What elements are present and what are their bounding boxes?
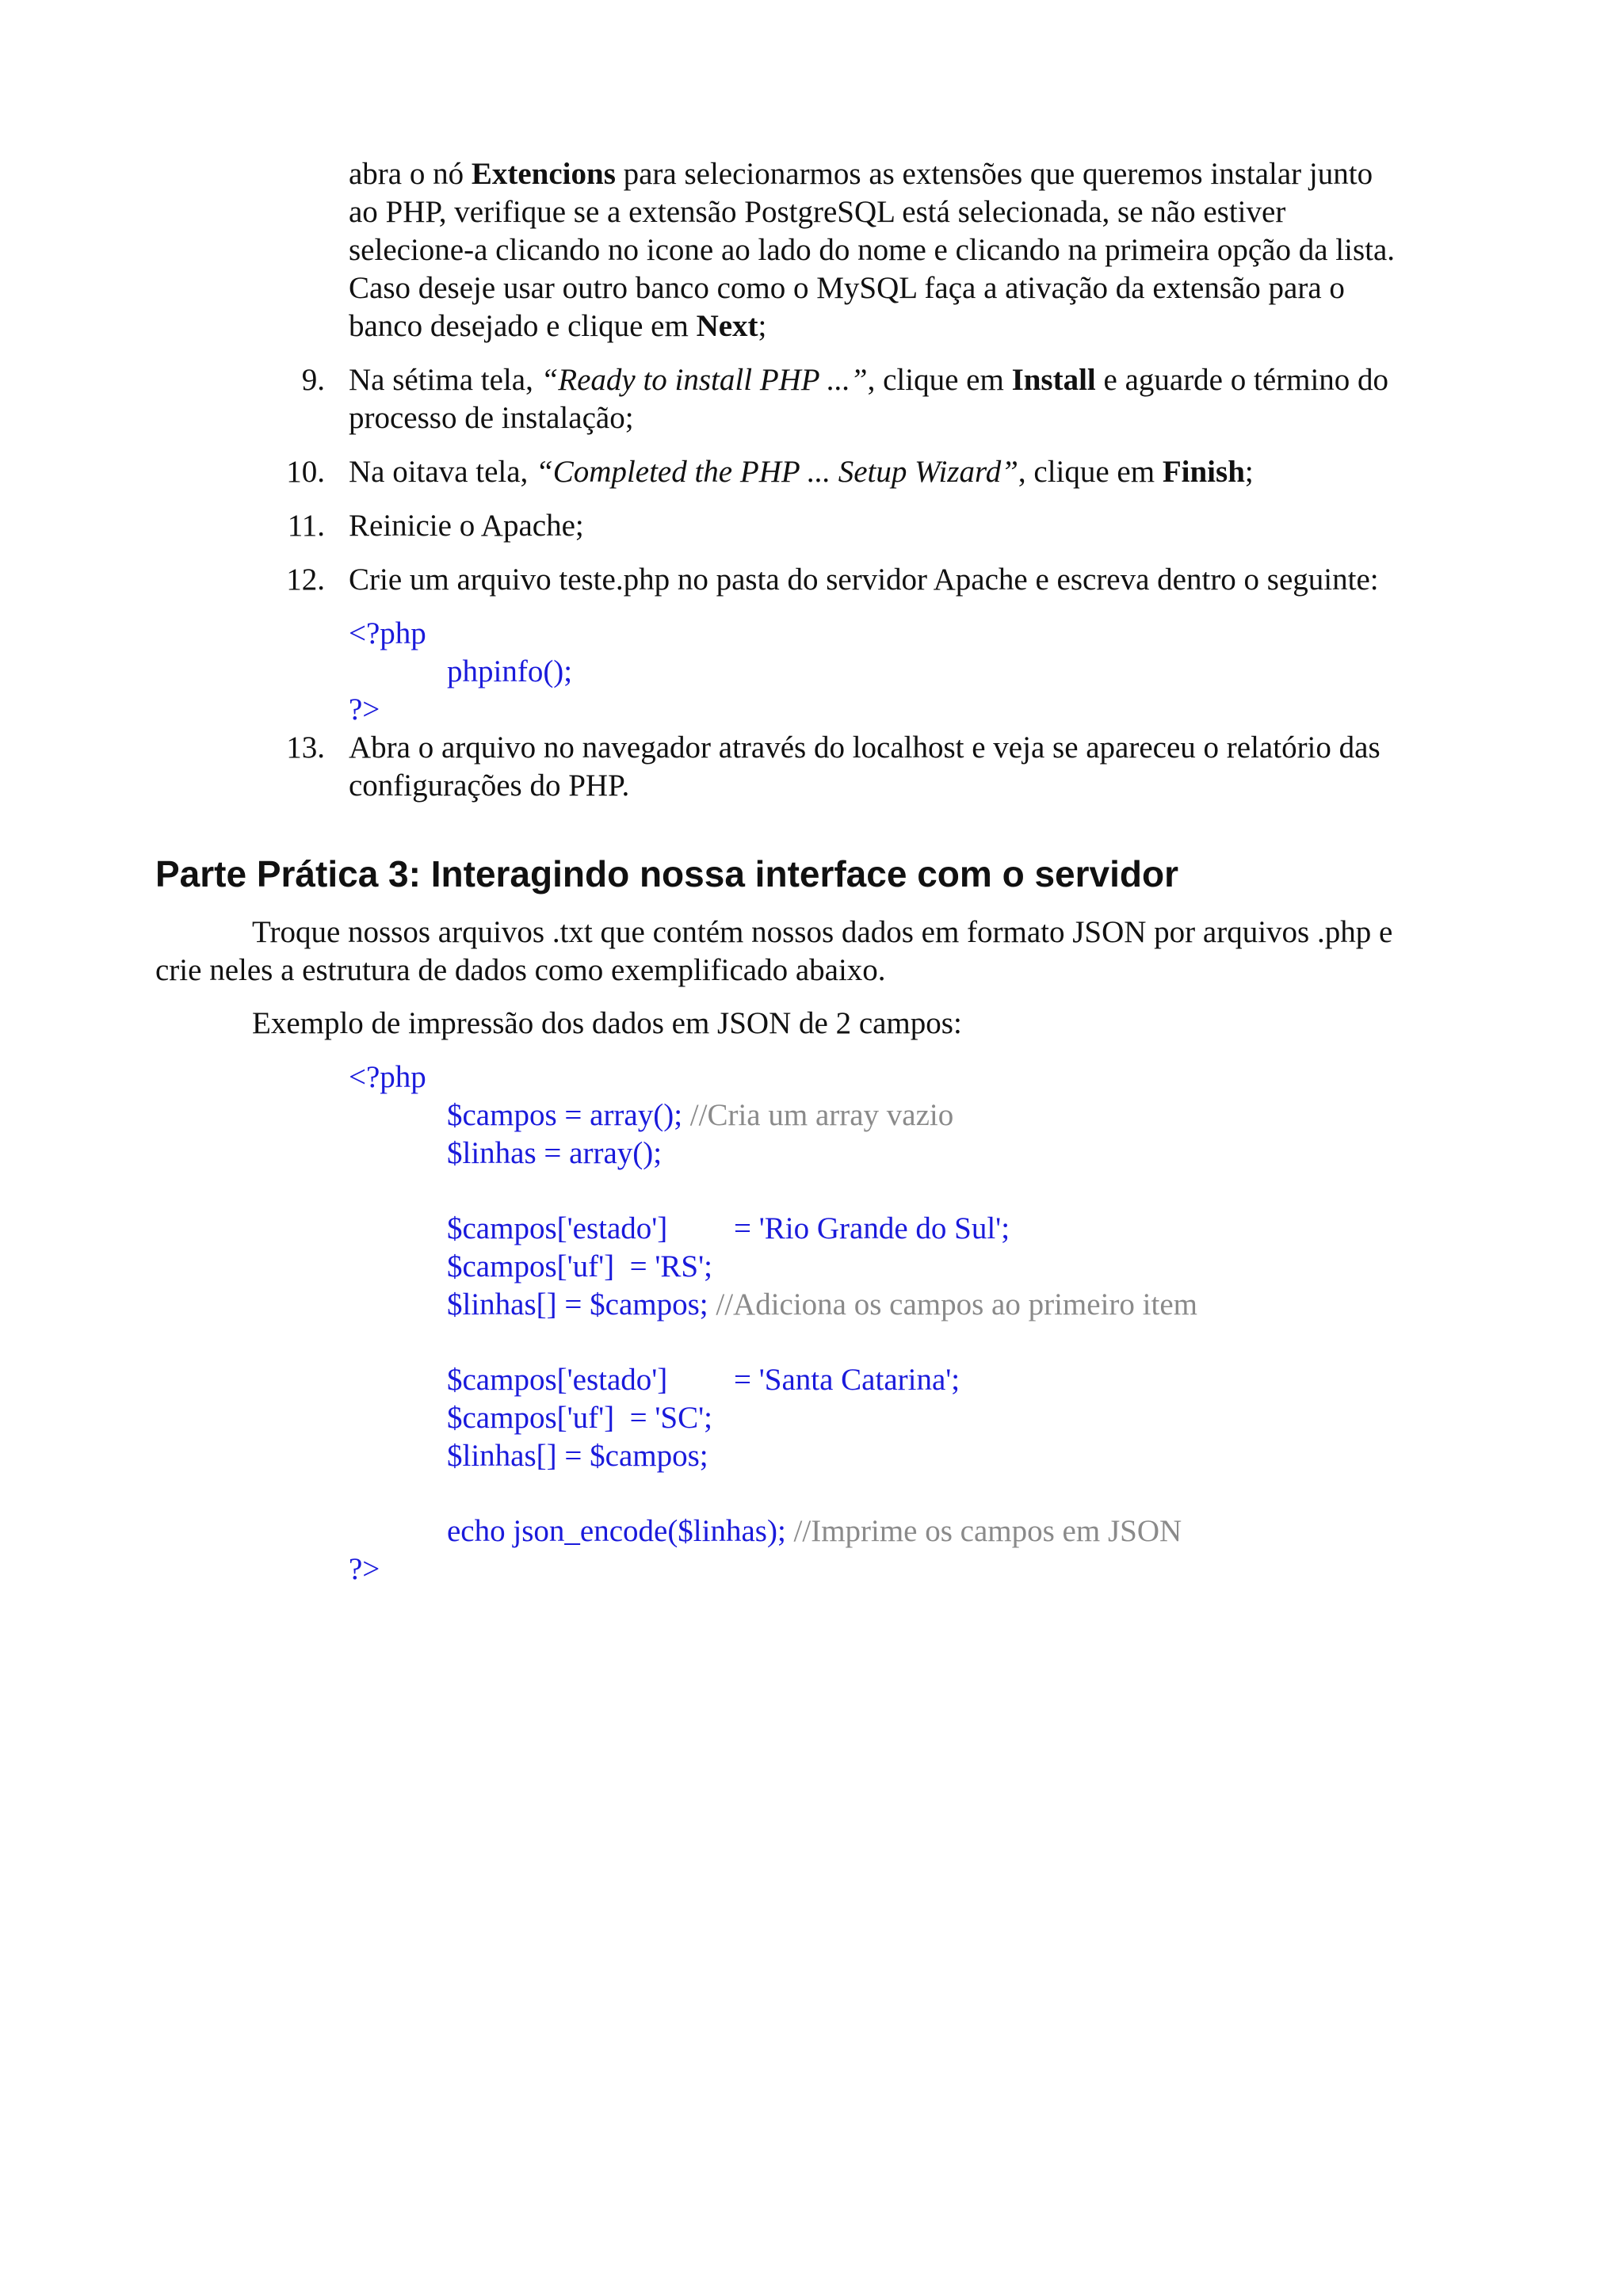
code1-phpinfo-call: phpinfo(); bbox=[447, 654, 573, 688]
step11-line1: Reinicie o Apache; bbox=[349, 509, 584, 543]
step8-line2: ao PHP, verifique se a extensão PostgreSQL está selecionada, se não estiver bbox=[349, 195, 1286, 229]
step8-line4: Caso deseje usar outro banco como o MySQL faça a ativação da extensão para o bbox=[349, 271, 1345, 305]
section-heading: Parte Prática 3: Interagindo nossa interface com o servidor bbox=[155, 853, 1178, 894]
italic-ready: “Ready to install PHP ...” bbox=[540, 363, 868, 397]
code2-line1: $campos = array(); //Cria um array vazio bbox=[447, 1098, 954, 1132]
code2-line2: $linhas = array(); bbox=[447, 1136, 663, 1170]
list-number-11: 11. bbox=[287, 509, 325, 543]
list-number-9: 9. bbox=[301, 363, 325, 397]
step13-line1: Abra o arquivo no navegador através do localhost e veja se apareceu o relatório das bbox=[349, 730, 1381, 765]
step8-line3: selecione-a clicando no icone ao lado do nome e clicando na primeira opção da lista. bbox=[349, 233, 1396, 267]
para1-line1: Troque nossos arquivos .txt que contém nossos dados em formato JSON por arquivos .php e bbox=[252, 915, 1393, 949]
code-comment: //Cria um array vazio bbox=[689, 1098, 954, 1132]
code2-open-tag: <?php bbox=[349, 1060, 426, 1094]
bold-next: Next bbox=[696, 309, 758, 343]
italic-completed: “Completed the PHP ... Setup Wizard” bbox=[536, 455, 1018, 489]
code1-open-tag: <?php bbox=[349, 616, 426, 650]
bold-extencions: Extencions bbox=[471, 157, 616, 191]
list-number-13: 13. bbox=[286, 730, 325, 765]
code2-line4: $campos['uf'] = 'RS'; bbox=[447, 1249, 712, 1283]
code2-line3b: = 'Rio Grande do Sul'; bbox=[734, 1211, 1010, 1245]
bold-finish: Finish bbox=[1162, 455, 1245, 489]
step13-line2: configurações do PHP. bbox=[349, 769, 630, 803]
para1-line2: crie neles a estrutura de dados como exemplificado abaixo. bbox=[155, 953, 886, 987]
list-number-12: 12. bbox=[286, 563, 325, 597]
code2-line7: $campos['uf'] = 'SC'; bbox=[447, 1401, 712, 1435]
code2-line6a: $campos['estado'] bbox=[447, 1363, 668, 1397]
code2-line8: $linhas[] = $campos; bbox=[447, 1439, 708, 1473]
code-comment: //Imprime os campos em JSON bbox=[793, 1514, 1182, 1548]
step10-line1: Na oitava tela, “Completed the PHP ... Setup Wizard”, clique em Finish; bbox=[349, 455, 1254, 489]
step9-line1: Na sétima tela, “Ready to install PHP ...”, clique em Install e aguarde o término do bbox=[349, 363, 1389, 397]
step9-line2: processo de instalação; bbox=[349, 401, 634, 435]
bold-install: Install bbox=[1011, 363, 1096, 397]
code1-close-tag: ?> bbox=[349, 692, 380, 727]
para2-line1: Exemplo de impressão dos dados em JSON de 2 campos: bbox=[252, 1006, 962, 1040]
code2-line3a: $campos['estado'] bbox=[447, 1211, 668, 1245]
code2-line9: echo json_encode($linhas); //Imprime os campos em JSON bbox=[447, 1514, 1182, 1548]
step8-line5: banco desejado e clique em Next; bbox=[349, 309, 767, 343]
code2-close-tag: ?> bbox=[349, 1552, 380, 1586]
code2-line6b: = 'Santa Catarina'; bbox=[734, 1363, 960, 1397]
step8-line1: abra o nó Extencions para selecionarmos as extensões que queremos instalar junto bbox=[349, 157, 1373, 191]
code2-line5: $linhas[] = $campos; //Adiciona os campos ao primeiro item bbox=[447, 1287, 1197, 1322]
code-comment: //Adiciona os campos ao primeiro item bbox=[716, 1287, 1197, 1322]
step12-line1: Crie um arquivo teste.php no pasta do servidor Apache e escreva dentro o seguinte: bbox=[349, 563, 1379, 597]
list-number-10: 10. bbox=[286, 455, 325, 489]
